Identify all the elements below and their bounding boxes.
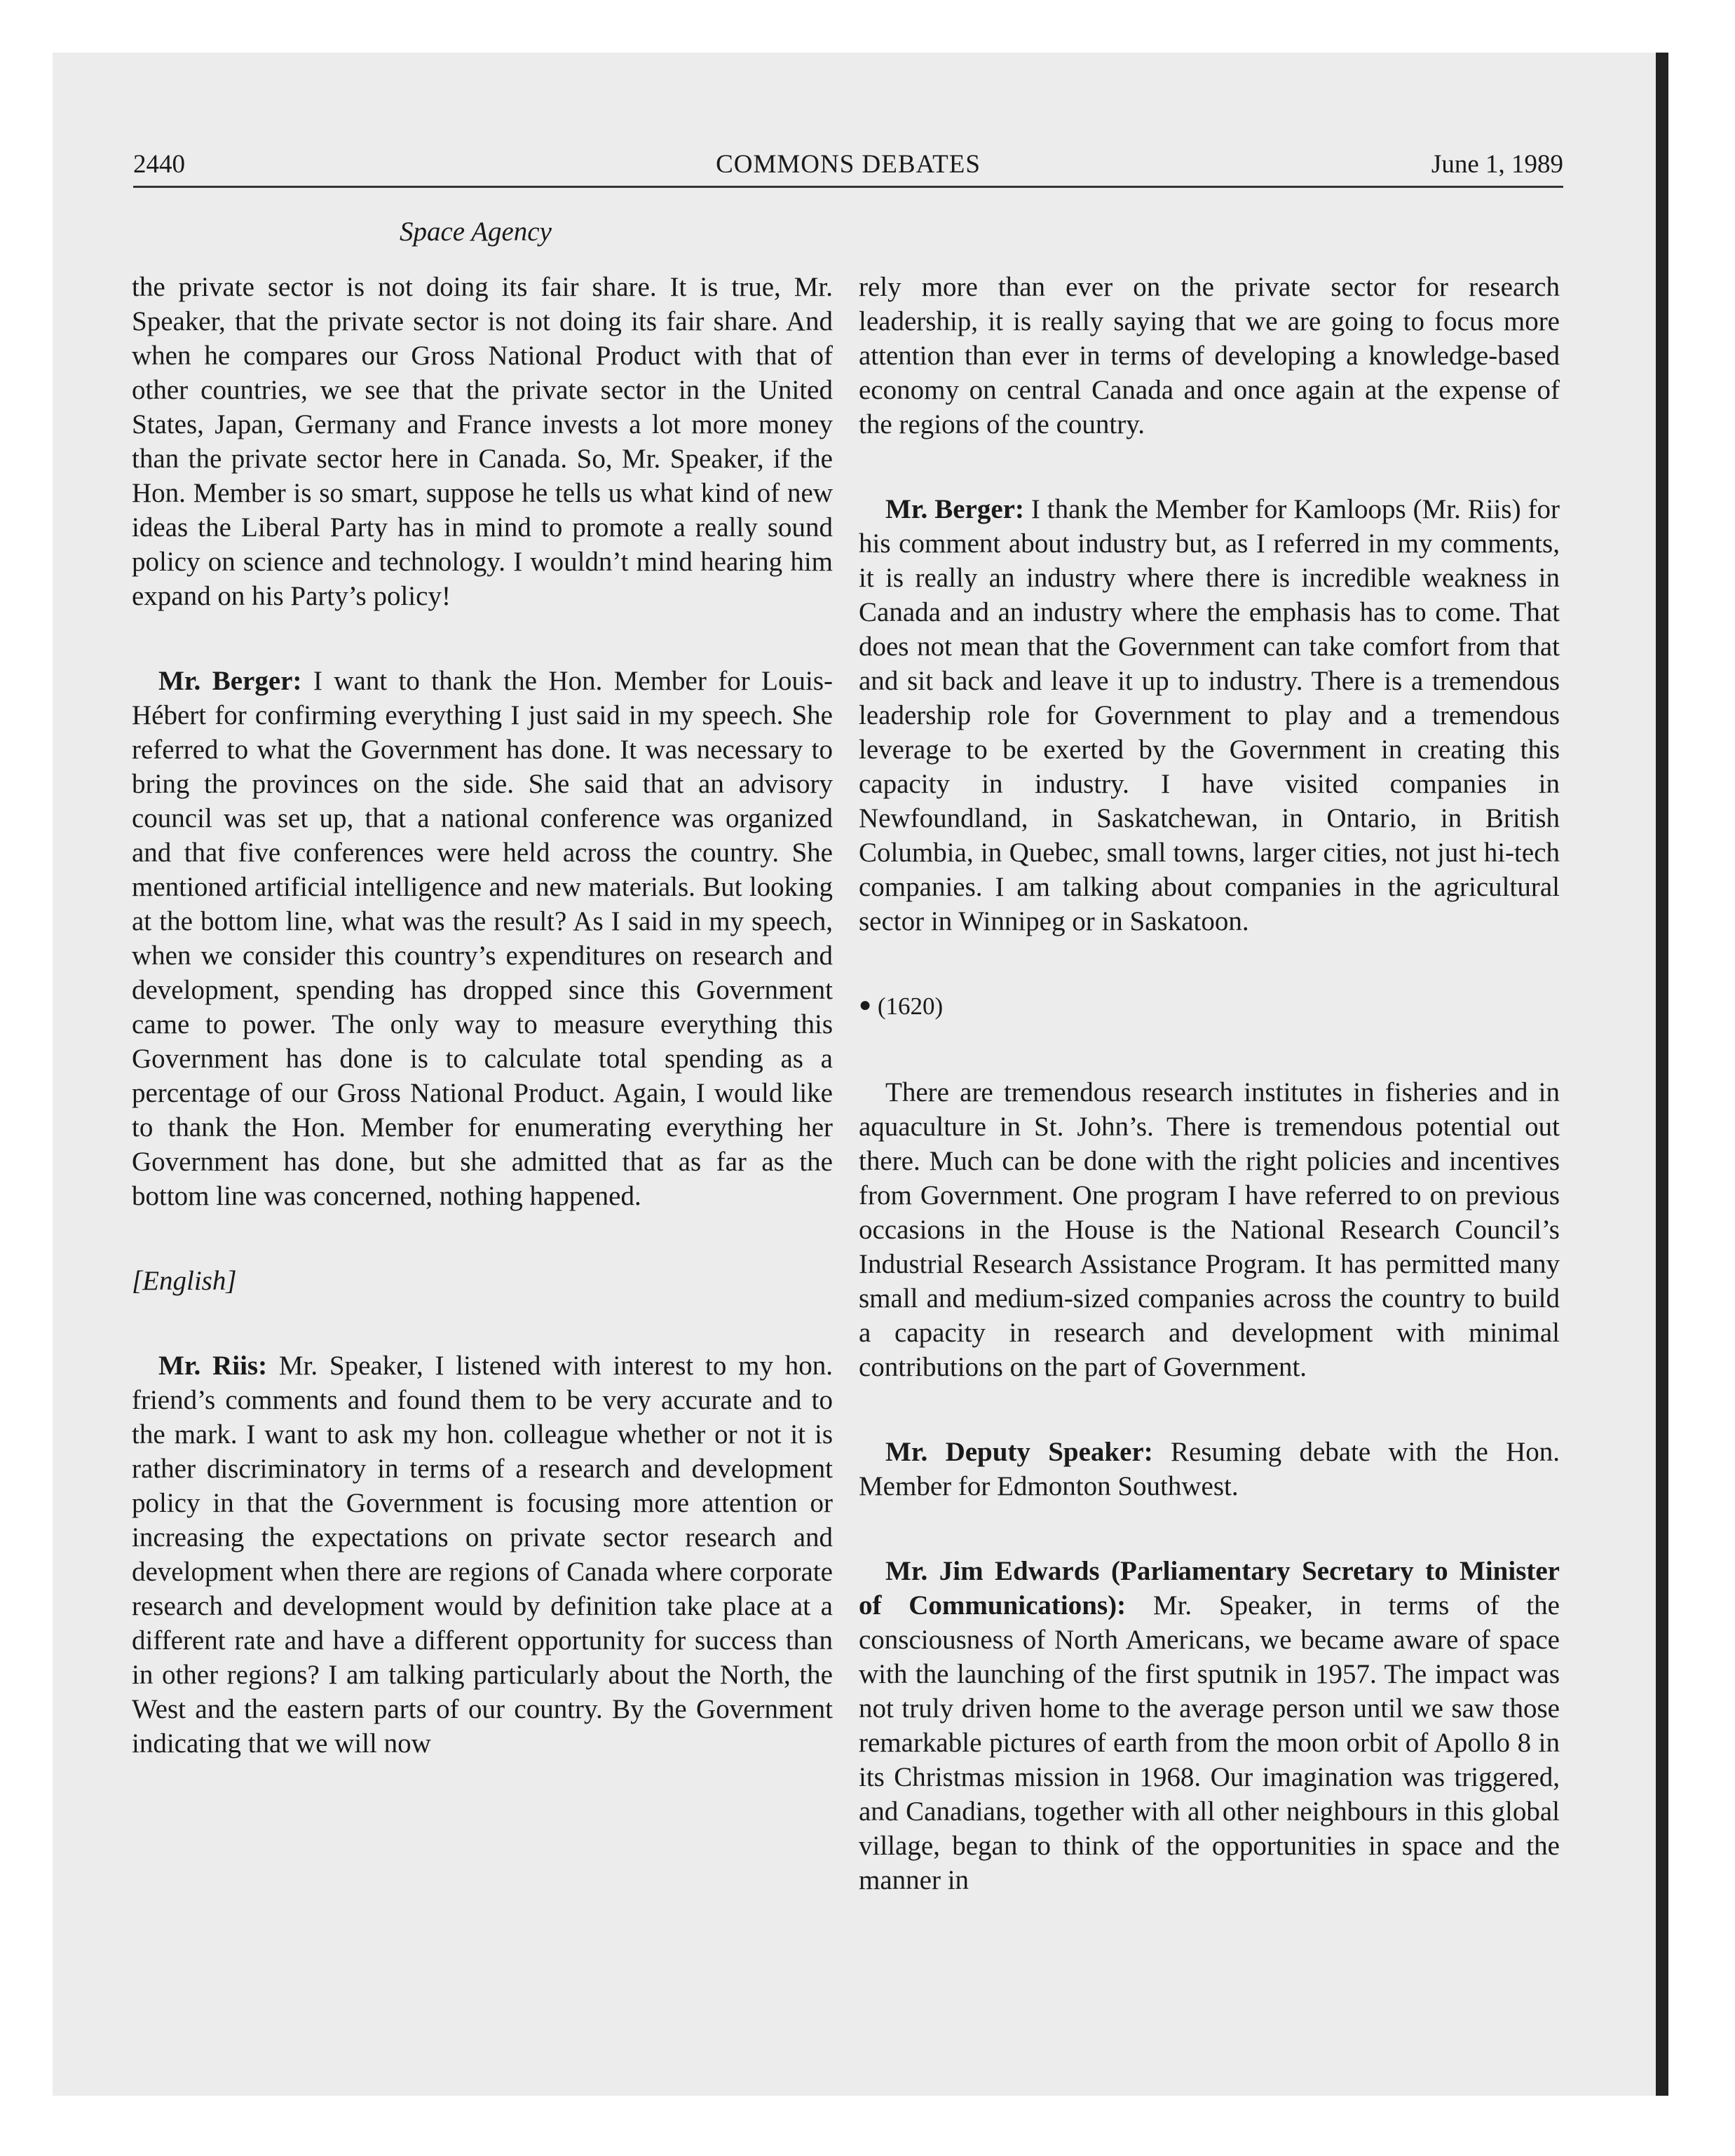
speech-text: I thank the Member for Kamloops (Mr. Riis) for his comment about industry but, as I referred in my comments, it is really an industry where there is incredible weakness in Canada and an industry where the emphasis has to come. That does not mean that the Government can take comfort from that and sit back and leave it up to industry. There is a tremendous leadership role for Government to play and a tremendous leverage to be exerted by the Government in creating this capacity in industry. I have visited companies in Newfoundland, in Saskatchewan, in Ontario, in British Columbia, in Quebec, small towns, larger cities, not just hi-tech companies. I am talking about companies in the agricultural sector in Winnipeg or in Saskatoon. bbox=[859, 494, 1560, 936]
paragraph-riis bbox=[132, 1349, 833, 1761]
language-marker: [English] bbox=[132, 1266, 237, 1296]
right-column bbox=[859, 270, 1560, 1897]
speaker-name: Mr. Jim Edwards (Parliamentary Secretary to Minister of Communications): bbox=[859, 1556, 1560, 1621]
paragraph-deputy-speaker bbox=[859, 1435, 1560, 1503]
paragraph-berger-2 bbox=[859, 492, 1560, 939]
speaker-name: Mr. Berger: bbox=[885, 494, 1024, 524]
time-stamp: (1620) bbox=[877, 992, 944, 1020]
speaker-name: Mr. Riis: bbox=[158, 1351, 268, 1381]
paragraph-continued: the private sector is not doing its fair share. It is true, Mr. Speaker, that the private sector is not doing its fair share. And when he compares our Gross National Product with that of other countries, we see that the private sector in the United States, Japan, Germany and France invests a lot more money than the private sector here in Canada. So, Mr. Speaker, if the Hon. Member is so smart, suppose he tells us what kind of new ideas the Liberal Party has in mind to promote a really sound policy on science and technology. I wouldn’t mind hearing him expand on his Party’s policy! bbox=[132, 272, 833, 611]
speaker-name: Mr. Berger: bbox=[158, 666, 302, 696]
speech-text: Resuming debate with the Hon. Member for Edmonton Southwest. bbox=[859, 1437, 1560, 1501]
paragraph-berger-1 bbox=[132, 664, 833, 1213]
section-title: Space Agency bbox=[400, 217, 552, 247]
paragraph-continued: rely more than ever on the private sector for research leadership, it is really saying that we are going to focus more attention than ever in terms of developing a knowledge-based economy on central Canada and once again at the expense of the regions of the country. bbox=[859, 272, 1560, 439]
paragraph-edwards bbox=[859, 1554, 1560, 1897]
time-marker bbox=[859, 989, 1560, 1025]
speech-text: Mr. Speaker, I listened with interest to my hon. friend’s comments and found them to be very accurate and to the mark. I want to ask my hon. colleague whether or not it is rather discriminatory in terms of a research and development policy in that the Government is focusing more attention or increasing the expectations on private sector research and development when there are regions of Canada where corporate research and development would by definition take place at a different rate and have a different opportunity for success than in other regions? I am talking particularly about the North, the West and the eastern parts of our country. By the Government indicating that we will now bbox=[132, 1351, 833, 1759]
journal-title: COMMONS DEBATES bbox=[716, 150, 981, 179]
running-head bbox=[133, 144, 1563, 188]
speech-text: I want to thank the Hon. Member for Louis-Hébert for confirming everything I just said in my speech. She referred to what the Government has done. It was necessary to bring the provinces on the side. She said that an advisory council was set up, that a national conference was organized and that five conferences were held across the country. She mentioned artificial intelligence and new materials. But looking at the bottom line, what was the result? As I said in my speech, when we consider this country’s expenditures on research and development, spending has dropped since this Government came to power. The only way to measure everything this Government has done is to calculate total spending as a percentage of our Gross National Product. Again, I would like to thank the Hon. Member for enumerating everything her Government has done, but she admitted that as far as the bottom line was concerned, nothing happened. bbox=[132, 666, 833, 1211]
speech-text: Mr. Speaker, in terms of the consciousness of North Americans, we became aware of space with the launching of the first sputnik in 1957. The impact was not truly driven home to the average person until we saw those remarkable pictures of earth from the moon orbit of Apollo 8 in its Christmas mission in 1968. Our imagination was triggered, and Canadians, together with all other neighbours in this global village, began to think of the opportunities in space and the manner in bbox=[859, 1590, 1560, 1895]
issue-date: June 1, 1989 bbox=[1431, 150, 1563, 179]
paragraph-berger-3: There are tremendous research institutes in fisheries and in aquaculture in St. John’s. There is tremendous potential out there. Much can be done with the right policies and incentives from Government. One program I have referred to on previous occasions in the House is the National Research Council’s Industrial Research Assistance Program. It has permitted many small and medium-sized companies across the country to build a capacity in research and development with minimal contributions on the part of Government. bbox=[859, 1077, 1560, 1382]
speaker-name: Mr. Deputy Speaker: bbox=[885, 1437, 1153, 1467]
left-column bbox=[132, 270, 833, 1761]
bullet-icon: ● bbox=[859, 993, 872, 1016]
page-number: 2440 bbox=[133, 150, 185, 179]
scan-edge-shadow bbox=[1656, 53, 1668, 2096]
